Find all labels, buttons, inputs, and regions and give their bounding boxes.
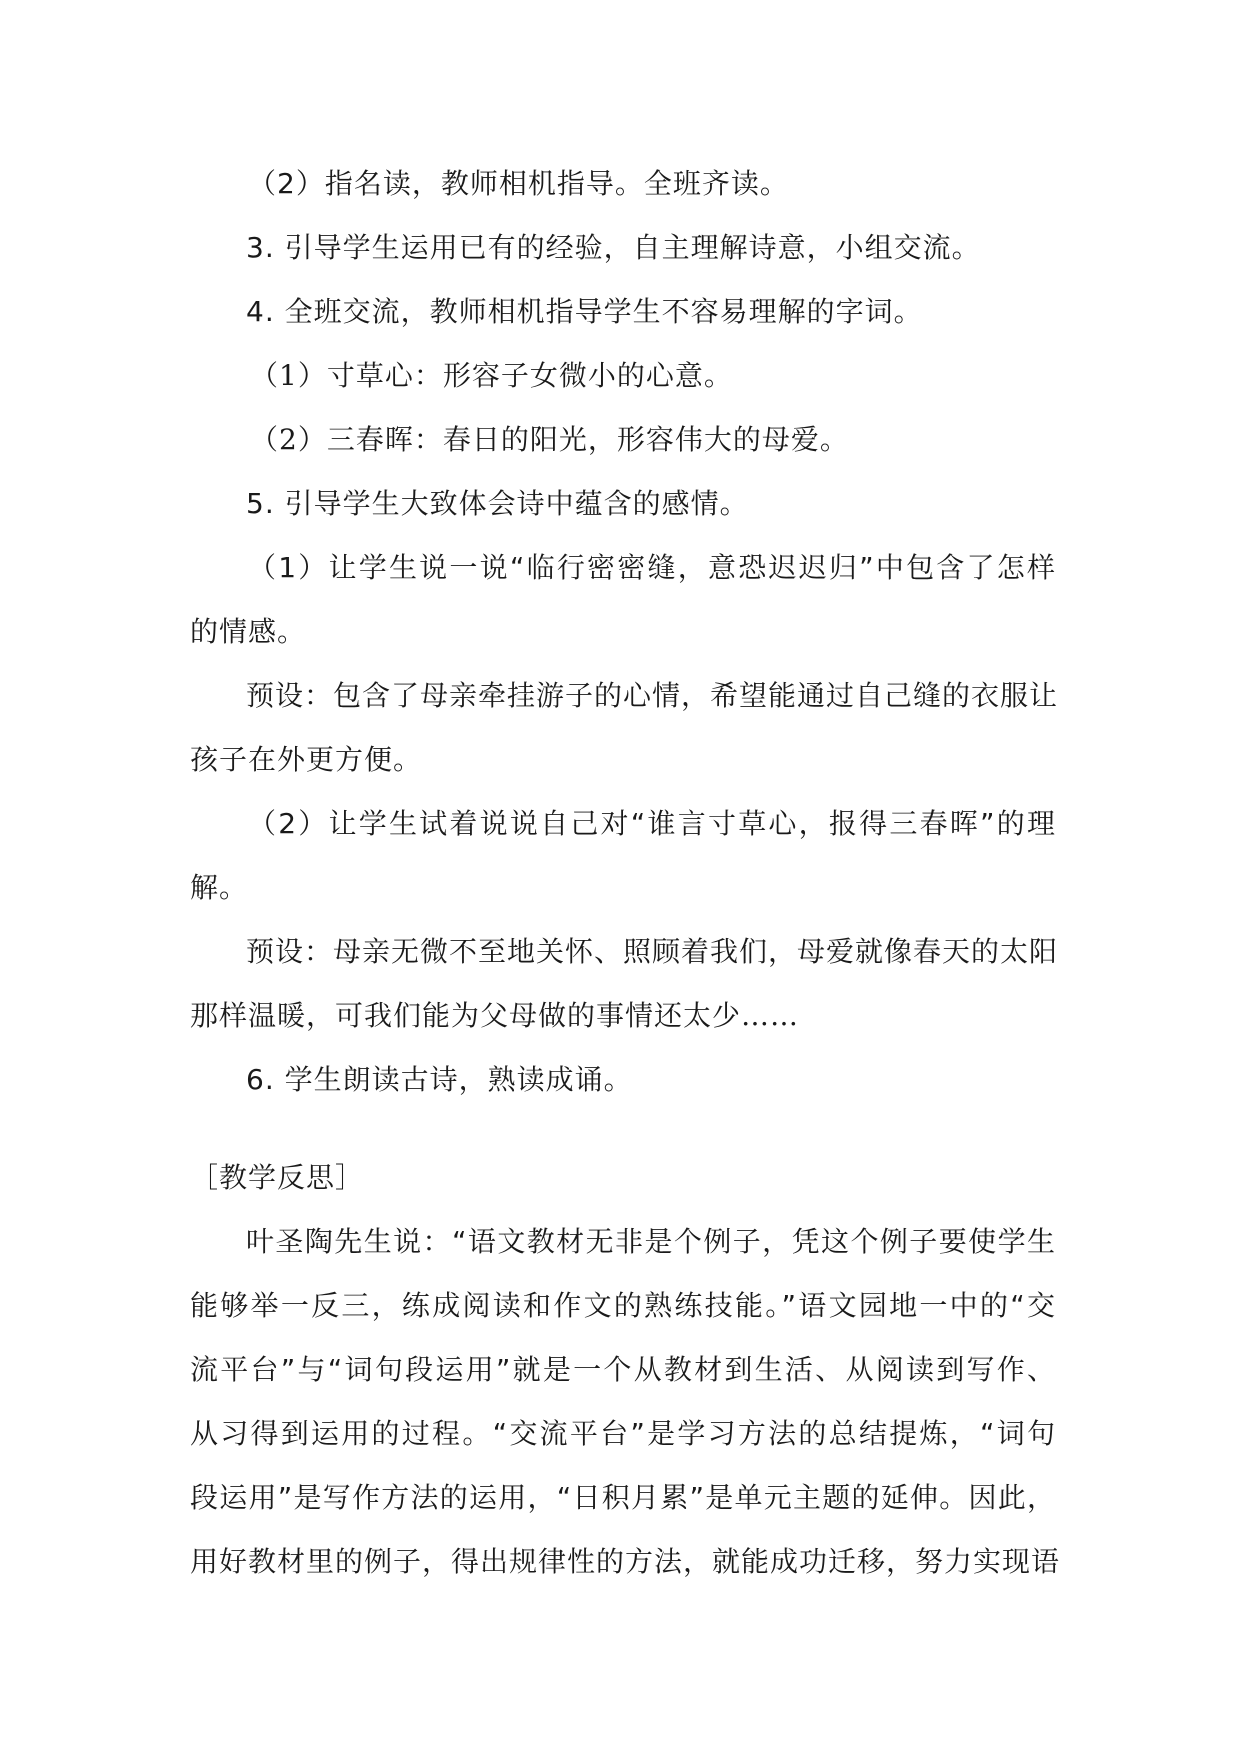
preset-2-line2: 那样温暖，可我们能为父母做的事情还太少…… xyxy=(190,999,800,1032)
reflection-line3: 流平台”与“词句段运用”就是一个从教材到生活、从阅读到写作、 xyxy=(190,1353,1056,1386)
step-3: 3. 引导学生运用已有的经验，自主理解诗意，小组交流。 xyxy=(246,231,981,264)
step-2-2: （2）指名读，教师相机指导。全班齐读。 xyxy=(248,167,789,200)
word-1: （1）寸草心：形容子女微小的心意。 xyxy=(250,359,733,392)
preset-1-line1: 预设：包含了母亲牵挂游子的心情，希望能通过自己缝的衣服让 xyxy=(246,679,1059,712)
step-5-1-line2: 的情感。 xyxy=(190,615,307,648)
step-4: 4. 全班交流，教师相机指导学生不容易理解的字词。 xyxy=(246,295,923,328)
reflection-line2: 能够举一反三，练成阅读和作文的熟练技能。”语文园地一中的“交 xyxy=(190,1289,1056,1322)
step-5-1-line1: （1）让学生说一说“临行密密缝，意恐迟迟归”中包含了怎样 xyxy=(248,551,1056,584)
step-5-2-line2: 解。 xyxy=(190,871,249,904)
step-5: 5. 引导学生大致体会诗中蕴含的感情。 xyxy=(246,487,749,520)
section-title: ［教学反思］ xyxy=(190,1161,365,1194)
reflection-line5: 段运用”是写作方法的运用，“日积月累”是单元主题的延伸。因此， xyxy=(190,1481,1056,1514)
preset-2-line1: 预设：母亲无微不至地关怀、照顾着我们，母爱就像春天的太阳 xyxy=(246,935,1059,968)
step-6: 6. 学生朗读古诗，熟读成诵。 xyxy=(246,1063,633,1096)
step-5-2-line1: （2）让学生试着说说自己对“谁言寸草心，报得三春晖”的理 xyxy=(248,807,1056,840)
reflection-line6: 用好教材里的例子，得出规律性的方法，就能成功迁移，努力实现语 xyxy=(190,1545,1061,1578)
reflection-line4: 从习得到运用的过程。“交流平台”是学习方法的总结提炼，“词句 xyxy=(190,1417,1056,1450)
word-2: （2）三春晖：春日的阳光，形容伟大的母爱。 xyxy=(250,423,849,456)
reflection-line1: 叶圣陶先生说：“语文教材无非是个例子，凭这个例子要使学生 xyxy=(246,1225,1056,1258)
preset-1-line2: 孩子在外更方便。 xyxy=(190,743,423,776)
